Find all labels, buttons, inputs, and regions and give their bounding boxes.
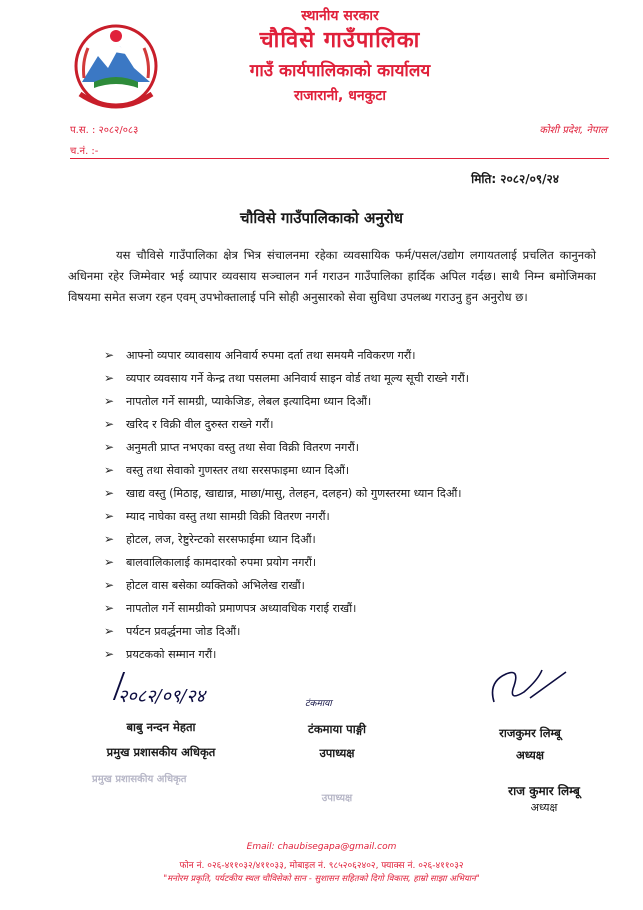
list-item: ➢ पर्यटन प्रवर्द्धनमा जोड दिऔं। [104,620,469,643]
list-item: ➢ वस्तु तथा सेवाको गुणस्तर तथा सरसफाइमा ध्यान दिऔं। [104,459,469,482]
letter-date: मिति: २०८२/०९/२४ [471,172,559,186]
arrow-bullet-icon: ➢ [104,440,115,454]
signatory-right-stamp-name: राज कुमार लिम्बू [508,784,580,798]
arrow-bullet-icon: ➢ [104,532,115,546]
header-address: राजारानी, धनकुटा [293,88,387,104]
list-item: ➢ खरिद र विक्री वील दुरुस्त राख्ने गरौं। [104,413,469,436]
signatory-left-stamp: प्रमुख प्रशासकीय अधिकृत [92,774,187,785]
signatory-right-title: अध्यक्ष [515,748,545,762]
signature-left: २०८२/०९/२४ [118,686,206,707]
arrow-bullet-icon: ➢ [104,348,115,362]
list-item: ➢ अनुमती प्राप्त नभएका वस्तु तथा सेवा विक्री वितरण नगरौं। [104,436,469,459]
ps-number: प.स. : २०८२/०८३ [70,125,139,136]
signatory-middle-name: टंकमाया पाङ्गी [308,722,366,736]
signature-right-icon [480,662,570,712]
nepal-emblem-logo [64,22,168,118]
list-item: ➢ म्याद नाघेका वस्तु तथा सामग्री विक्री वितरण नगरौं। [104,505,469,528]
arrow-bullet-icon: ➢ [104,601,115,615]
arrow-bullet-icon: ➢ [104,624,115,638]
intro-paragraph: यस चौविसे गाउँपालिका क्षेत्र भित्र संचालनमा रहेका व्यवसायिक फर्म/पसल/उद्योग लगायतलाई प्रचलित कानुनको अधिनमा रहेर जिम्मेवार भई व्यापार व्यवसाय सञ्चालन गर्न गराउन गाउँपालिका हार्दिक अपिल गर्दछ। साथै निम्न बमोजिमका विषयमा समेत सजग रहन एवम् उपभोक्तालाई पनि सोही अनुसारको सेवा सुविधा उपलब्ध गराउनु हुन अनुरोध छ। [68,248,596,304]
list-item: ➢ व्यपार व्यवसाय गर्ने केन्द्र तथा पसलमा अनिवार्य साइन वोर्ड तथा मूल्य सूची राख्ने गरौं। [104,367,469,390]
list-item: ➢ नापतोल गर्ने सामग्रीको प्रमाणपत्र अध्यावधिक गराई राखौं। [104,597,469,620]
list-item: ➢ नापतोल गर्ने सामग्री, प्याकेजिङ, लेबल इत्यादिमा ध्यान दिऔं। [104,390,469,413]
emblem-icon [64,22,168,118]
request-list [104,344,469,666]
arrow-bullet-icon: ➢ [104,463,115,477]
footer-slogan: "मनोरम प्रकृति, पर्यटकीय स्थल चौविसेको सान - सुशासन सहितको दिगो विकास, हाम्रो साझा अभियान" [163,874,480,884]
arrow-bullet-icon: ➢ [104,647,115,661]
list-item: ➢ बालवालिकालाई कामदारको रुपमा प्रयोग नगरौं। [104,551,469,574]
signatory-left-title: प्रमुख प्रशासकीय अधिकृत [106,745,216,759]
header-local-government: स्थानीय सरकार [301,8,379,24]
letter-title: चौविसे गाउँपालिकाको अनुरोध [239,209,404,227]
list-item: ➢ खाद्य वस्तु (मिठाइ, खाद्यान्न, माछा/मासु, तेलहन, दलहन) को गुणस्तरमा ध्यान दिऔं। [104,482,469,505]
header-office-name: गाउँ कार्यपालिकाको कार्यालय [249,61,431,81]
arrow-bullet-icon: ➢ [104,509,115,523]
arrow-bullet-icon: ➢ [104,394,115,408]
signatory-left-name: बाबु नन्दन मेहता [126,720,196,734]
footer-phone: फोन नं. ०२६-४११०३२/४११०३३, मोबाइल नं. ९८५२०६२४०२, फ्याक्स नं. ०२६-४११०३२ [179,861,464,871]
signatory-right-name: राजकुमर लिम्बू [499,726,561,740]
cha-number: च.नं. :- [70,146,99,157]
footer-email: Email: chaubisegapa@gmail.com [246,842,397,852]
list-item: ➢ होटल, लज, रेष्टुरेन्टको सरसफाईमा ध्यान दिऔं। [104,528,469,551]
signature-middle: टंकमाया [305,699,332,709]
header-divider [70,158,609,159]
list-item: ➢ आफ्नो व्यपार व्यावसाय अनिवार्य रुपमा दर्ता तथा समयमै नविकरण गरौं। [104,344,469,367]
signatory-right-stamp-title: अध्यक्ष [530,801,558,814]
arrow-bullet-icon: ➢ [104,417,115,431]
arrow-bullet-icon: ➢ [104,486,115,500]
signatory-middle-stamp: उपाध्यक्ष [321,793,353,804]
signature-right [480,662,570,716]
signatory-middle-title: उपाध्यक्ष [319,746,355,760]
arrow-bullet-icon: ➢ [104,371,115,385]
arrow-bullet-icon: ➢ [104,555,115,569]
arrow-bullet-icon: ➢ [104,578,115,592]
list-item: ➢ प्रयटकको सम्मान गरौं। [104,643,469,666]
list-item: ➢ होटल वास बसेका व्यक्तिको अभिलेख राखौं। [104,574,469,597]
province-label: कोशी प्रदेश, नेपाल [539,125,607,136]
header-municipality-name: चौविसे गाउँपालिका [259,28,421,53]
